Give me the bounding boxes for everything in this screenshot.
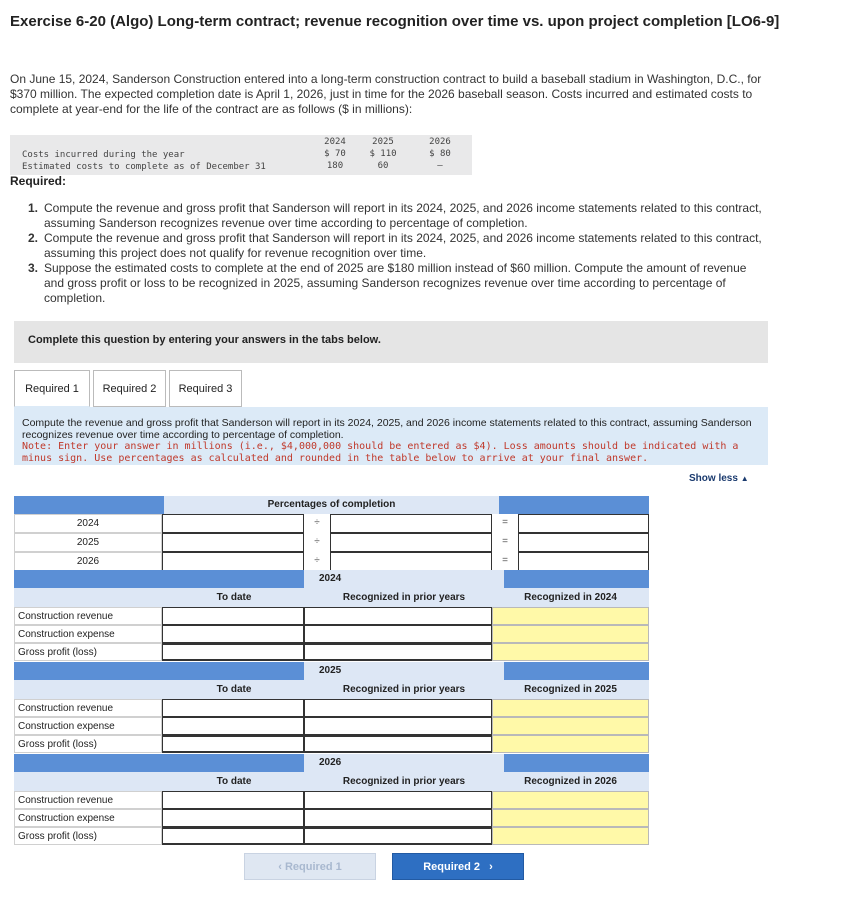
pct-year-label: 2026 bbox=[14, 552, 162, 571]
revenue-to-date-input[interactable] bbox=[162, 791, 304, 809]
col-recognized-year: Recognized in 2025 bbox=[524, 684, 617, 695]
show-less-link[interactable] bbox=[689, 473, 749, 484]
revenue-prior-input[interactable] bbox=[304, 607, 492, 625]
gross-profit-prior-input[interactable] bbox=[304, 827, 492, 845]
requirement-text: Compute the revenue and gross profit that Sanderson will report in its 2024, 2025, and 2026 income statements related to this contract, assuming Sanderson recognizes revenue over time according to percentage of completion. bbox=[44, 201, 762, 230]
pct-result-input[interactable] bbox=[518, 514, 649, 533]
cost-year-2025: 2025 bbox=[372, 137, 394, 147]
gross-profit-recognized-input[interactable] bbox=[492, 827, 649, 845]
requirement-number: 2. bbox=[28, 231, 39, 245]
requirement-item bbox=[28, 261, 768, 306]
equals-symbol: = bbox=[502, 555, 508, 566]
row-label: Gross profit (loss) bbox=[14, 643, 162, 661]
pct-denominator-input[interactable] bbox=[330, 514, 492, 533]
gross-profit-prior-input[interactable] bbox=[304, 735, 492, 753]
col-prior-years: Recognized in prior years bbox=[342, 776, 466, 787]
cost-table bbox=[10, 135, 472, 175]
cost-value: $ 80 bbox=[429, 149, 451, 159]
tab-required-3[interactable]: Required 3 bbox=[169, 370, 242, 407]
tab-note: Note: Enter your answer in millions (i.e., $4,000,000 should be entered as $4). Loss amounts should be indicated with a minus sign. Use percentages as calculated and rounded in the table below to arrive at your final answer. bbox=[22, 441, 739, 464]
tab-instruction: Compute the revenue and gross profit that Sanderson will report in its 2024, 2025, and 2026 income statements related to this contract, assuming Sanderson recognizes revenue over time according to percentage of completion. bbox=[22, 417, 752, 441]
section-year: 2024 bbox=[304, 570, 504, 588]
prev-required-button[interactable] bbox=[244, 853, 376, 880]
revenue-prior-input[interactable] bbox=[304, 699, 492, 717]
revenue-to-date-input[interactable] bbox=[162, 607, 304, 625]
requirements-list bbox=[28, 201, 768, 306]
row-label: Construction expense bbox=[14, 717, 162, 735]
pct-year-label: 2025 bbox=[14, 533, 162, 552]
row-label: Gross profit (loss) bbox=[14, 827, 162, 845]
divide-symbol: ÷ bbox=[314, 536, 320, 547]
row-label: Construction expense bbox=[14, 625, 162, 643]
section-year: 2026 bbox=[304, 754, 504, 772]
requirement-text: Suppose the estimated costs to complete at the end of 2025 are $180 million instead of $60 million. Compute the amount of revenue and gross profit or loss to be recognized in 2025, assuming Sanderson recognizes revenue over time according to percentage of completion. bbox=[44, 261, 747, 305]
cost-value: $ 70 bbox=[324, 149, 346, 159]
cost-year-2024: 2024 bbox=[324, 137, 346, 147]
expense-to-date-input[interactable] bbox=[162, 625, 304, 643]
gross-profit-to-date-input[interactable] bbox=[162, 643, 304, 661]
pct-header: Percentages of completion bbox=[164, 496, 499, 514]
revenue-recognized-input[interactable] bbox=[492, 791, 649, 809]
cost-row-label: Costs incurred during the year bbox=[22, 150, 185, 160]
cost-row-label: Estimated costs to complete as of December 31 bbox=[22, 162, 266, 172]
gross-profit-recognized-input[interactable] bbox=[492, 735, 649, 753]
col-prior-years: Recognized in prior years bbox=[342, 592, 466, 603]
revenue-prior-input[interactable] bbox=[304, 791, 492, 809]
show-less-label: Show less bbox=[689, 473, 738, 484]
gross-profit-to-date-input[interactable] bbox=[162, 735, 304, 753]
tab-required-1[interactable]: Required 1 bbox=[14, 370, 90, 407]
revenue-to-date-input[interactable] bbox=[162, 699, 304, 717]
page-title: Exercise 6-20 (Algo) Long-term contract; revenue recognition over time vs. upon project completion [LO6-9] bbox=[10, 13, 780, 30]
col-prior-years: Recognized in prior years bbox=[342, 684, 466, 695]
answer-grid bbox=[14, 496, 649, 847]
pct-numerator-input[interactable] bbox=[162, 514, 304, 533]
expense-to-date-input[interactable] bbox=[162, 809, 304, 827]
revenue-recognized-input[interactable] bbox=[492, 699, 649, 717]
requirement-item bbox=[28, 231, 768, 261]
col-to-date: To date bbox=[216, 684, 252, 695]
pct-denominator-input[interactable] bbox=[330, 552, 492, 571]
row-label: Construction expense bbox=[14, 809, 162, 827]
row-label: Construction revenue bbox=[14, 607, 162, 625]
cost-value: – bbox=[437, 161, 443, 171]
tab-required-2[interactable]: Required 2 bbox=[93, 370, 166, 407]
divide-symbol: ÷ bbox=[314, 517, 320, 528]
revenue-recognized-input[interactable] bbox=[492, 607, 649, 625]
complete-prompt-bar bbox=[14, 321, 768, 363]
equals-symbol: = bbox=[502, 517, 508, 528]
problem-intro: On June 15, 2024, Sanderson Construction entered into a long-term construction contract to build a baseball stadium in Washington, D.C., for $370 million. The expected completion date is April 1, 2026, just in time for the 2026 baseball season. Costs incurred and estimated costs to complete at year-end for the life of the contract are as follows ($ in millions): bbox=[10, 72, 762, 116]
col-to-date: To date bbox=[216, 592, 252, 603]
requirement-number: 3. bbox=[28, 261, 39, 275]
gross-profit-recognized-input[interactable] bbox=[492, 643, 649, 661]
row-label: Gross profit (loss) bbox=[14, 735, 162, 753]
col-recognized-year: Recognized in 2024 bbox=[524, 592, 617, 603]
cost-year-2026: 2026 bbox=[429, 137, 451, 147]
triangle-up-icon: ▲ bbox=[740, 474, 749, 483]
expense-to-date-input[interactable] bbox=[162, 717, 304, 735]
row-label: Construction revenue bbox=[14, 699, 162, 717]
gross-profit-prior-input[interactable] bbox=[304, 643, 492, 661]
complete-prompt: Complete this question by entering your answers in the tabs below. bbox=[28, 334, 381, 346]
cost-value: $ 110 bbox=[369, 149, 397, 159]
divide-symbol: ÷ bbox=[314, 555, 320, 566]
requirement-text: Compute the revenue and gross profit that Sanderson will report in its 2024, 2025, and 2026 income statements related to this contract, assuming this project does not qualify for revenue recognition over time. bbox=[44, 231, 762, 260]
pct-denominator-input[interactable] bbox=[330, 533, 492, 552]
requirement-number: 1. bbox=[28, 201, 39, 215]
chevron-left-icon: ‹ bbox=[278, 861, 282, 873]
pct-numerator-input[interactable] bbox=[162, 533, 304, 552]
next-button-label: Required 2 bbox=[423, 861, 481, 873]
row-label: Construction revenue bbox=[14, 791, 162, 809]
pct-result-input[interactable] bbox=[518, 533, 649, 552]
chevron-right-icon: › bbox=[489, 861, 493, 873]
expense-recognized-input[interactable] bbox=[492, 625, 649, 643]
cost-value: 180 bbox=[326, 161, 344, 171]
section-year: 2025 bbox=[304, 662, 504, 680]
expense-prior-input[interactable] bbox=[304, 809, 492, 827]
next-required-button[interactable] bbox=[392, 853, 524, 880]
expense-recognized-input[interactable] bbox=[492, 809, 649, 827]
gross-profit-to-date-input[interactable] bbox=[162, 827, 304, 845]
expense-prior-input[interactable] bbox=[304, 625, 492, 643]
expense-recognized-input[interactable] bbox=[492, 717, 649, 735]
col-to-date: To date bbox=[216, 776, 252, 787]
pct-year-label: 2024 bbox=[14, 514, 162, 533]
expense-prior-input[interactable] bbox=[304, 717, 492, 735]
pct-numerator-input[interactable] bbox=[162, 552, 304, 571]
cost-value: 60 bbox=[377, 161, 389, 171]
prev-button-label: Required 1 bbox=[284, 861, 342, 873]
required-heading: Required: bbox=[10, 174, 67, 188]
pct-result-input[interactable] bbox=[518, 552, 649, 571]
col-recognized-year: Recognized in 2026 bbox=[524, 776, 617, 787]
requirement-item bbox=[28, 201, 768, 231]
equals-symbol: = bbox=[502, 536, 508, 547]
